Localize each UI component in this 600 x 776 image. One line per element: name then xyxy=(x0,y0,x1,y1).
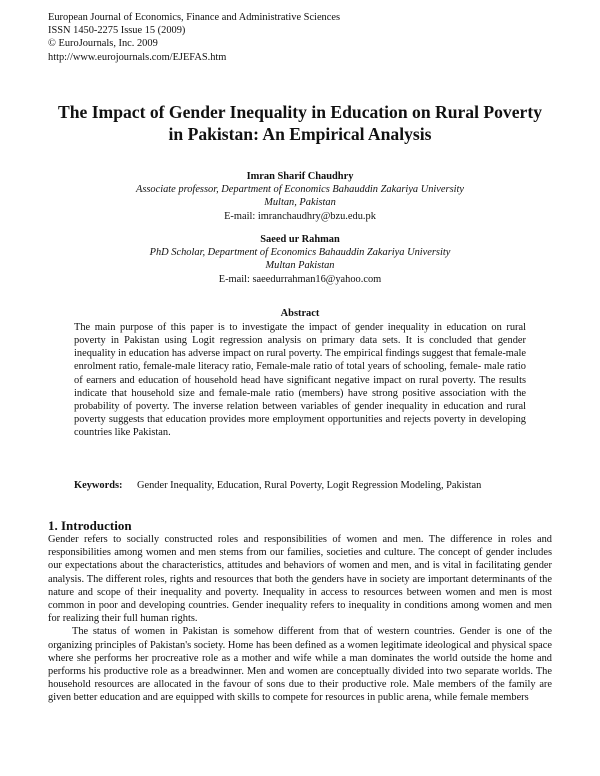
keywords-label: Keywords: xyxy=(74,480,123,491)
journal-url[interactable]: http://www.eurojournals.com/EJEFAS.htm xyxy=(48,51,227,63)
paragraph: Gender refers to socially constructed roles and responsibilities of women and men. The difference in roles and responsibilities among women and men stems from our families, societies and culture. The concept of gender includes our expectations about the characteristics, attitudes and behaviors of women and men, and is vital in facilitating gender analysis. The different roles, rights and resources that both the genders have in society are important determinants of the nature and scope of their inequality and poverty. Inequality in access to resources between women and men is most common in poor and developing countries. Gender inequality refers to inequality in conditions among women and men for realizing their full human rights. xyxy=(48,534,552,625)
paper-title-line-1: The Impact of Gender Inequality in Education on Rural Poverty xyxy=(57,102,543,122)
paper-title xyxy=(30,101,570,145)
author-block-2 xyxy=(60,233,540,286)
abstract-text: The main purpose of this paper is to investigate the impact of gender inequality in education on rural poverty in Pakistan using Logit regression analysis on primary data sets. It is concluded that gender inequality in education has adverse impact on rural poverty. The empirical findings suggest that female-male enrolment ratio, female-male literacy ratio, Female-male ratio of total years of schooling, female- male ratio of earners and education of household head have significant negative impact on rural poverty. The results indicate that household size and female-male ratio (members) have strong positive association with the probability of poverty. The inverse relation between variables of gender inequality in education and rural poverty suggests that education provides more employment opportunities and rejects poverty in developing countries like Pakistan. xyxy=(74,322,526,439)
author-email[interactable]: E-mail: saeedurrahman16@yahoo.com xyxy=(218,273,382,285)
paper-title-line-2: in Pakistan: An Empirical Analysis xyxy=(168,124,432,144)
section-heading-introduction: 1. Introduction xyxy=(48,518,132,533)
author-name: Saeed ur Rahman xyxy=(260,234,340,245)
journal-copyright: © EuroJournals, Inc. 2009 xyxy=(48,38,158,50)
introduction-body xyxy=(48,533,552,705)
journal-issn: ISSN 1450-2275 Issue 15 (2009) xyxy=(48,25,186,37)
author-email[interactable]: E-mail: imranchaudhry@bzu.edu.pk xyxy=(224,210,376,222)
author-affiliation: PhD Scholar, Department of Economics Bahauddin Zakariya University xyxy=(149,247,451,259)
author-location: Multan Pakistan xyxy=(265,260,335,272)
journal-header xyxy=(48,11,340,64)
author-location: Multan, Pakistan xyxy=(264,197,336,209)
journal-name: European Journal of Economics, Finance and Administrative Sciences xyxy=(48,12,341,23)
author-affiliation: Associate professor, Department of Economics Bahauddin Zakariya University xyxy=(135,184,465,196)
abstract-heading: Abstract xyxy=(280,308,320,319)
paragraph: The status of women in Pakistan is somehow different from that of western countries. Gender is one of the organizing principles of Pakistan's society. Home has been defined as a women legitimate ideological and physical space where she performs her procreative role as a mother and wife while a man dominates the world outside the home and performs his productive role as a breadwinner. Men and women are conceptually divided into two separate worlds. The household resources are allocated in the favour of sons due to their productive role. Male members of the family are given better education and are equipped with skills to compete for resources in public arena, while female members xyxy=(48,626,552,704)
keywords-text: Gender Inequality, Education, Rural Poverty, Logit Regression Modeling, Pakistan xyxy=(137,480,482,491)
author-name: Imran Sharif Chaudhry xyxy=(246,171,354,182)
author-block-1 xyxy=(60,170,540,223)
